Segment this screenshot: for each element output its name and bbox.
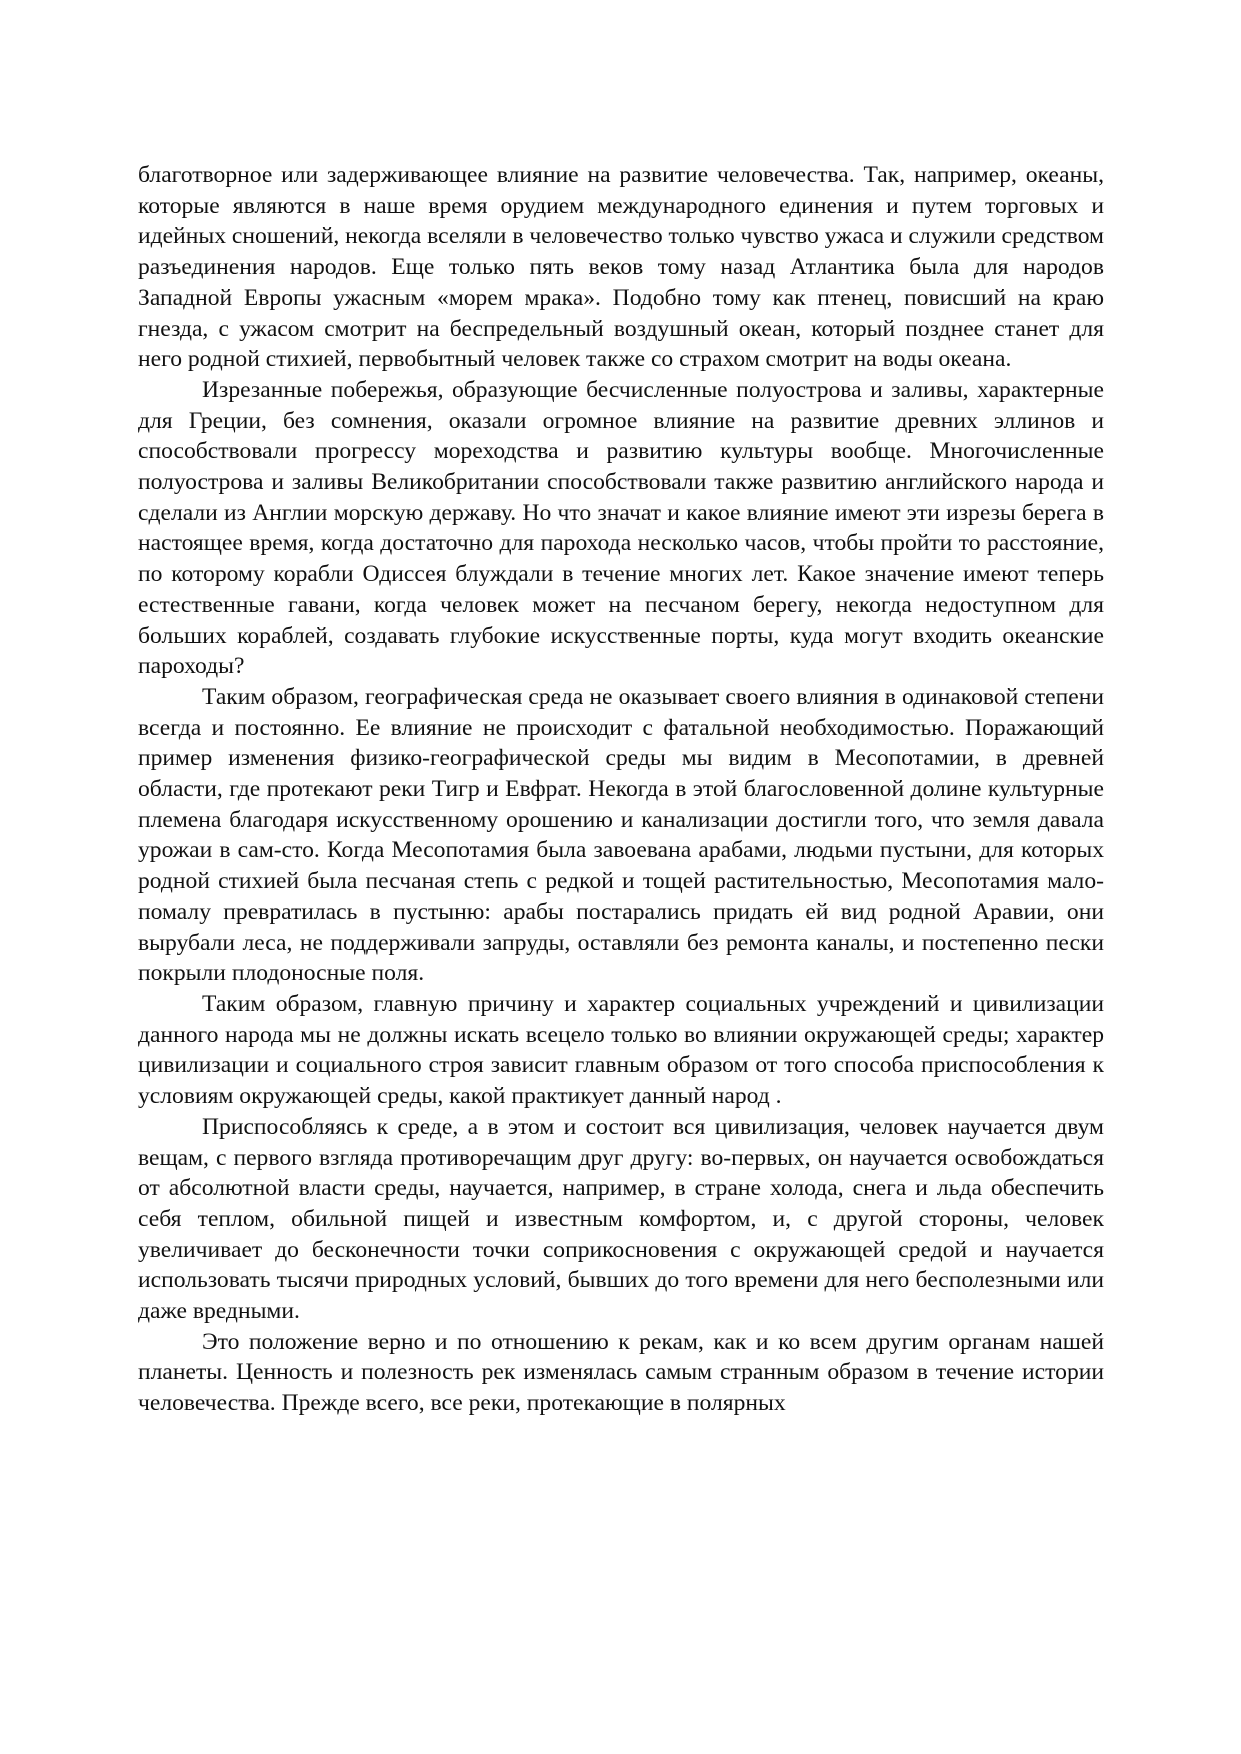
paragraph-adaptation: Приспособляясь к среде, а в этом и состоит вся цивилизация, человек научается двум вещам, с первого взгляда противоречащим друг другу: во-первых, он научается освобождаться от абсолютной власти среды, научается, например, в стране холода, снега и льда обеспечить себя теплом, обильной пищей и известным комфортом, и, с другой стороны, человек увеличивает до бесконечности точки соприкосновения с окружающей средой и научается использовать тысячи природных условий, бывших до того времени для него бесполезными или даже вредными. [138, 1113, 1104, 1325]
paragraph-civilization-cause: Таким образом, главную причину и характер социальных учреждений и цивилизации данного народа мы не должны искать всецело только во влиянии окружающей среды; характер цивилизации и социального строя зависит главным образом от того способа приспособления к условиям окружающей среды, какой практикует данный народ . [138, 990, 1104, 1110]
body-text [138, 160, 1104, 1419]
paragraph-rivers: Это положение верно и по отношению к рекам, как и ко всем другим органам нашей планеты. Ценность и полезность рек изменялась самым странным образом в течение истории человечества. Прежде всего, все реки, протекающие в полярных [138, 1328, 1104, 1417]
paragraph-mesopotamia: Таким образом, географическая среда не оказывает своего влияния в одинаковой степени всегда и постоянно. Ее влияние не происходит с фатальной необходимостью. Поражающий пример изменения физико-географической среды мы видим в Месопотамии, в древней области, где протекают реки Тигр и Евфрат. Некогда в этой благословенной долине культурные племена благодаря искусственному орошению и канализации достигли того, что земля давала урожаи в сам-сто. Когда Месопотамия была завоевана арабами, людьми пустыни, для которых родной стихией была песчаная степь с редкой и тощей растительностью, Месопотамия мало-помалу превратилась в пустыню: арабы постарались придать ей вид родной Аравии, они вырубали леса, не поддерживали запруды, оставляли без ремонта каналы, и постепенно пески покрыли плодоносные поля. [138, 683, 1104, 987]
paragraph-oceans: благотворное или задерживающее влияние на развитие человечества. Так, например, океаны, которые являются в наше время орудием международного единения и путем торговых и идейных сношений, некогда вселяли в человечество только чувство ужаса и служили средством разъединения народов. Еще только пять веков тому назад Атлантика была для народов Западной Европы ужасным «морем мрака». Подобно тому как птенец, повисший на краю гнезда, с ужасом смотрит на беспредельный воздушный океан, который позднее станет для него родной стихией, первобытный человек также со страхом смотрит на воды океана. [138, 162, 1104, 373]
paragraph-coastlines: Изрезанные побережья, образующие бесчисленные полуострова и заливы, характерные для Греции, без сомнения, оказали огромное влияние на развитие древних эллинов и способствовали прогрессу мореходства и развитию культуры вообще. Многочисленные полуострова и заливы Великобритании способствовали также развитию английского народа и сделали из Англии морскую державу. Но что значат и какое влияние имеют эти изрезы берега в настоящее время, когда достаточно для парохода несколько часов, чтобы пройти то расстояние, по которому корабли Одиссея блуждали в течение многих лет. Какое значение имеют теперь естественные гавани, когда человек может на песчаном берегу, некогда недоступном для больших кораблей, создавать глубокие искусственные порты, куда могут входить океанские пароходы? [138, 376, 1104, 680]
